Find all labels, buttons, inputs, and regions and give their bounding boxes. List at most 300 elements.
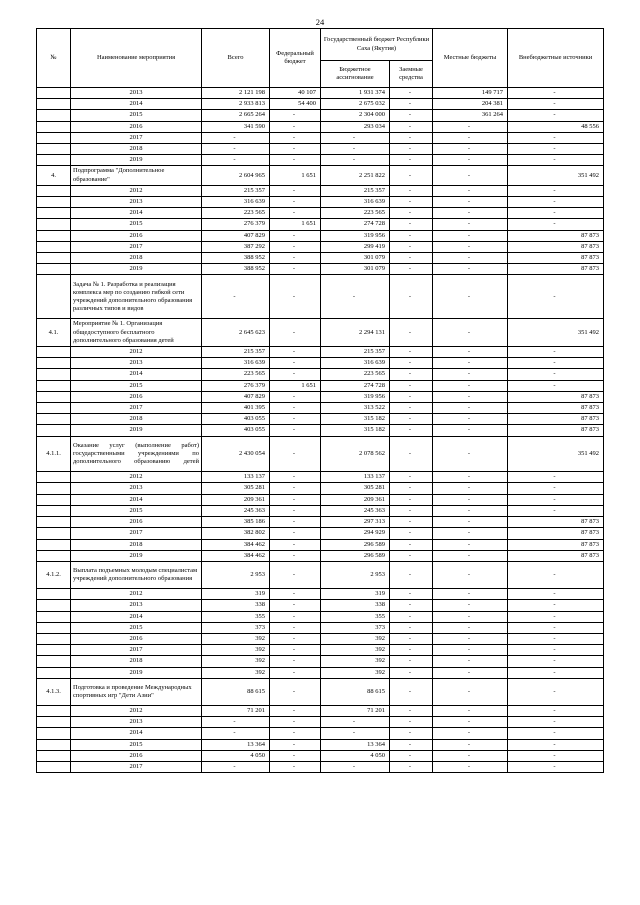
table-row bbox=[37, 505, 604, 516]
cell-extra: - bbox=[508, 219, 604, 230]
cell-local: - bbox=[433, 750, 508, 761]
cell-extra: - bbox=[508, 622, 604, 633]
cell-federal: - bbox=[270, 110, 321, 121]
cell-borrowed: - bbox=[390, 633, 433, 644]
cell-budget-alloc: 338 bbox=[321, 600, 390, 611]
row-name: Мероприятие № 1. Организация общедоступного бесплатного дополнительного образования детей bbox=[71, 319, 202, 347]
cell-borrowed: - bbox=[390, 622, 433, 633]
cell-federal: - bbox=[270, 369, 321, 380]
table-row bbox=[37, 144, 604, 155]
cell-borrowed: - bbox=[390, 528, 433, 539]
cell-borrowed: - bbox=[390, 403, 433, 414]
row-number bbox=[37, 550, 71, 561]
cell-total: 388 952 bbox=[202, 253, 270, 264]
cell-budget-alloc: 1 931 374 bbox=[321, 88, 390, 99]
cell-federal: - bbox=[270, 761, 321, 772]
cell-extra: - bbox=[508, 99, 604, 110]
cell-total: 316 639 bbox=[202, 197, 270, 208]
cell-borrowed: - bbox=[390, 347, 433, 358]
cell-extra: - bbox=[508, 717, 604, 728]
row-name: Оказание услуг (выполнение работ) государственными учреждениями по дополнительного образованию детей bbox=[71, 436, 202, 472]
cell-local: - bbox=[433, 230, 508, 241]
cell-borrowed: - bbox=[390, 319, 433, 347]
row-number: 4.1.2. bbox=[37, 561, 71, 588]
cell-extra: - bbox=[508, 144, 604, 155]
cell-federal: - bbox=[270, 144, 321, 155]
cell-borrowed: - bbox=[390, 717, 433, 728]
cell-budget-alloc: 301 079 bbox=[321, 264, 390, 275]
row-number bbox=[37, 155, 71, 166]
cell-borrowed: - bbox=[390, 550, 433, 561]
row-year: 2017 bbox=[71, 528, 202, 539]
row-number bbox=[37, 611, 71, 622]
row-number bbox=[37, 517, 71, 528]
row-number bbox=[37, 253, 71, 264]
table-row bbox=[37, 589, 604, 600]
cell-budget-alloc: 71 201 bbox=[321, 705, 390, 716]
cell-total: 215 357 bbox=[202, 347, 270, 358]
cell-local: - bbox=[433, 667, 508, 678]
cell-local: - bbox=[433, 219, 508, 230]
row-year: 2016 bbox=[71, 633, 202, 644]
cell-local: - bbox=[433, 155, 508, 166]
cell-total: 276 379 bbox=[202, 219, 270, 230]
row-year: 2012 bbox=[71, 472, 202, 483]
table-row bbox=[37, 436, 604, 472]
cell-borrowed: - bbox=[390, 144, 433, 155]
cell-borrowed: - bbox=[390, 391, 433, 402]
row-number bbox=[37, 110, 71, 121]
cell-extra: - bbox=[508, 155, 604, 166]
cell-budget-alloc: 392 bbox=[321, 645, 390, 656]
cell-budget-alloc: 294 929 bbox=[321, 528, 390, 539]
cell-extra: - bbox=[508, 369, 604, 380]
row-number bbox=[37, 241, 71, 252]
cell-total: 2 604 965 bbox=[202, 166, 270, 185]
cell-budget-alloc: - bbox=[321, 144, 390, 155]
cell-total: 384 462 bbox=[202, 550, 270, 561]
cell-borrowed: - bbox=[390, 600, 433, 611]
cell-federal: - bbox=[270, 517, 321, 528]
cell-federal: - bbox=[270, 403, 321, 414]
row-year: 2019 bbox=[71, 550, 202, 561]
table-row bbox=[37, 121, 604, 132]
cell-borrowed: - bbox=[390, 185, 433, 196]
cell-budget-alloc: 313 522 bbox=[321, 403, 390, 414]
row-number bbox=[37, 589, 71, 600]
cell-total: - bbox=[202, 761, 270, 772]
cell-borrowed: - bbox=[390, 88, 433, 99]
table-row bbox=[37, 166, 604, 185]
cell-borrowed: - bbox=[390, 472, 433, 483]
cell-federal: - bbox=[270, 589, 321, 600]
cell-extra: - bbox=[508, 600, 604, 611]
cell-budget-alloc: - bbox=[321, 155, 390, 166]
cell-total: 407 829 bbox=[202, 230, 270, 241]
cell-extra: 87 873 bbox=[508, 528, 604, 539]
table-body bbox=[37, 88, 604, 773]
cell-federal: - bbox=[270, 728, 321, 739]
cell-borrowed: - bbox=[390, 275, 433, 319]
row-year: 2014 bbox=[71, 369, 202, 380]
cell-budget-alloc: 133 137 bbox=[321, 472, 390, 483]
cell-federal: - bbox=[270, 121, 321, 132]
cell-total: 2 430 054 bbox=[202, 436, 270, 472]
cell-total: 2 953 bbox=[202, 561, 270, 588]
cell-extra: 351 492 bbox=[508, 166, 604, 185]
cell-borrowed: - bbox=[390, 494, 433, 505]
row-year: 2017 bbox=[71, 132, 202, 143]
table-row bbox=[37, 414, 604, 425]
table-row bbox=[37, 678, 604, 705]
table-row bbox=[37, 517, 604, 528]
table-row bbox=[37, 739, 604, 750]
cell-extra: - bbox=[508, 611, 604, 622]
cell-budget-alloc: - bbox=[321, 132, 390, 143]
cell-local: - bbox=[433, 208, 508, 219]
row-number bbox=[37, 132, 71, 143]
cell-local: - bbox=[433, 319, 508, 347]
cell-budget-alloc: 2 953 bbox=[321, 561, 390, 588]
cell-budget-alloc: 373 bbox=[321, 622, 390, 633]
row-number: 4.1.3. bbox=[37, 678, 71, 705]
cell-budget-alloc: 2 675 032 bbox=[321, 99, 390, 110]
row-year: 2016 bbox=[71, 230, 202, 241]
table-row bbox=[37, 275, 604, 319]
row-year: 2014 bbox=[71, 494, 202, 505]
cell-local: - bbox=[433, 561, 508, 588]
cell-borrowed: - bbox=[390, 645, 433, 656]
cell-federal: - bbox=[270, 705, 321, 716]
row-number bbox=[37, 414, 71, 425]
cell-borrowed: - bbox=[390, 121, 433, 132]
row-number bbox=[37, 275, 71, 319]
header-name: Наименование мероприятия bbox=[71, 29, 202, 88]
cell-total: 2 645 623 bbox=[202, 319, 270, 347]
cell-federal: - bbox=[270, 622, 321, 633]
cell-local: - bbox=[433, 600, 508, 611]
cell-federal: - bbox=[270, 319, 321, 347]
cell-extra: - bbox=[508, 739, 604, 750]
cell-federal: - bbox=[270, 739, 321, 750]
cell-budget-alloc: - bbox=[321, 275, 390, 319]
cell-total: 223 565 bbox=[202, 369, 270, 380]
row-number bbox=[37, 656, 71, 667]
cell-budget-alloc: 315 182 bbox=[321, 414, 390, 425]
cell-federal: - bbox=[270, 391, 321, 402]
cell-total: 13 364 bbox=[202, 739, 270, 750]
cell-borrowed: - bbox=[390, 414, 433, 425]
cell-borrowed: - bbox=[390, 253, 433, 264]
row-number bbox=[37, 494, 71, 505]
row-year: 2015 bbox=[71, 739, 202, 750]
cell-total: 71 201 bbox=[202, 705, 270, 716]
row-year: 2018 bbox=[71, 253, 202, 264]
cell-budget-alloc: 223 565 bbox=[321, 208, 390, 219]
row-number bbox=[37, 121, 71, 132]
cell-budget-alloc: - bbox=[321, 761, 390, 772]
cell-federal: - bbox=[270, 275, 321, 319]
cell-local: - bbox=[433, 241, 508, 252]
cell-local: - bbox=[433, 472, 508, 483]
cell-total: 403 055 bbox=[202, 425, 270, 436]
cell-federal: - bbox=[270, 494, 321, 505]
budget-table bbox=[36, 28, 604, 773]
cell-extra: 48 556 bbox=[508, 121, 604, 132]
cell-total: 88 615 bbox=[202, 678, 270, 705]
cell-federal: - bbox=[270, 185, 321, 196]
cell-local: 361 264 bbox=[433, 110, 508, 121]
table-row bbox=[37, 369, 604, 380]
cell-total: - bbox=[202, 275, 270, 319]
cell-extra: - bbox=[508, 275, 604, 319]
cell-budget-alloc: 209 361 bbox=[321, 494, 390, 505]
cell-budget-alloc: 2 294 131 bbox=[321, 319, 390, 347]
table-row bbox=[37, 219, 604, 230]
row-number bbox=[37, 347, 71, 358]
row-number bbox=[37, 208, 71, 219]
table-row bbox=[37, 208, 604, 219]
cell-budget-alloc: 274 728 bbox=[321, 380, 390, 391]
row-year: 2014 bbox=[71, 728, 202, 739]
row-number bbox=[37, 622, 71, 633]
row-year: 2015 bbox=[71, 380, 202, 391]
table-row bbox=[37, 110, 604, 121]
row-year: 2013 bbox=[71, 197, 202, 208]
cell-budget-alloc: 355 bbox=[321, 611, 390, 622]
cell-budget-alloc: 2 304 000 bbox=[321, 110, 390, 121]
cell-local: - bbox=[433, 678, 508, 705]
cell-budget-alloc: 316 639 bbox=[321, 358, 390, 369]
row-number bbox=[37, 358, 71, 369]
cell-federal: - bbox=[270, 528, 321, 539]
cell-borrowed: - bbox=[390, 110, 433, 121]
cell-total: 341 590 bbox=[202, 121, 270, 132]
table-row bbox=[37, 656, 604, 667]
cell-local: - bbox=[433, 121, 508, 132]
cell-federal: - bbox=[270, 633, 321, 644]
cell-local: - bbox=[433, 483, 508, 494]
cell-extra: - bbox=[508, 561, 604, 588]
cell-budget-alloc: 299 419 bbox=[321, 241, 390, 252]
row-number bbox=[37, 380, 71, 391]
cell-local: - bbox=[433, 528, 508, 539]
row-year: 2012 bbox=[71, 185, 202, 196]
cell-extra: - bbox=[508, 645, 604, 656]
cell-extra: 351 492 bbox=[508, 436, 604, 472]
cell-budget-alloc: 293 034 bbox=[321, 121, 390, 132]
cell-borrowed: - bbox=[390, 750, 433, 761]
cell-local: - bbox=[433, 436, 508, 472]
row-name: Задача № 1. Разработка и реализация комплекса мер по созданию гибкой сети учреждений дополнительного образования различных типов и видов bbox=[71, 275, 202, 319]
row-year: 2017 bbox=[71, 645, 202, 656]
row-year: 2013 bbox=[71, 717, 202, 728]
table-row bbox=[37, 600, 604, 611]
cell-budget-alloc: 245 363 bbox=[321, 505, 390, 516]
cell-total: - bbox=[202, 728, 270, 739]
row-year: 2018 bbox=[71, 539, 202, 550]
cell-extra: - bbox=[508, 750, 604, 761]
table-row bbox=[37, 347, 604, 358]
cell-borrowed: - bbox=[390, 705, 433, 716]
table-row bbox=[37, 185, 604, 196]
table-row bbox=[37, 197, 604, 208]
cell-borrowed: - bbox=[390, 241, 433, 252]
row-number bbox=[37, 369, 71, 380]
cell-extra: - bbox=[508, 380, 604, 391]
cell-federal: 40 107 bbox=[270, 88, 321, 99]
table-row bbox=[37, 622, 604, 633]
cell-borrowed: - bbox=[390, 483, 433, 494]
cell-budget-alloc: 315 182 bbox=[321, 425, 390, 436]
cell-budget-alloc: 316 639 bbox=[321, 197, 390, 208]
cell-total: 384 462 bbox=[202, 539, 270, 550]
cell-budget-alloc: 319 bbox=[321, 589, 390, 600]
cell-total: 223 565 bbox=[202, 208, 270, 219]
header-num: № bbox=[37, 29, 71, 88]
row-year: 2019 bbox=[71, 425, 202, 436]
cell-borrowed: - bbox=[390, 155, 433, 166]
cell-extra: - bbox=[508, 132, 604, 143]
cell-extra: - bbox=[508, 347, 604, 358]
cell-federal: - bbox=[270, 611, 321, 622]
cell-federal: - bbox=[270, 678, 321, 705]
cell-federal: - bbox=[270, 347, 321, 358]
row-year: 2016 bbox=[71, 121, 202, 132]
row-number bbox=[37, 144, 71, 155]
table-row bbox=[37, 494, 604, 505]
cell-federal: 1 651 bbox=[270, 380, 321, 391]
table-row bbox=[37, 728, 604, 739]
row-number bbox=[37, 505, 71, 516]
cell-budget-alloc: 296 589 bbox=[321, 539, 390, 550]
cell-local: - bbox=[433, 494, 508, 505]
cell-local: 149 717 bbox=[433, 88, 508, 99]
cell-total: 2 665 264 bbox=[202, 110, 270, 121]
cell-borrowed: - bbox=[390, 99, 433, 110]
cell-budget-alloc: 296 589 bbox=[321, 550, 390, 561]
table-row bbox=[37, 241, 604, 252]
cell-extra: - bbox=[508, 505, 604, 516]
cell-local: - bbox=[433, 391, 508, 402]
cell-federal: - bbox=[270, 132, 321, 143]
cell-local: - bbox=[433, 253, 508, 264]
row-year: 2016 bbox=[71, 750, 202, 761]
cell-local: - bbox=[433, 358, 508, 369]
table-row bbox=[37, 750, 604, 761]
table-row bbox=[37, 717, 604, 728]
cell-local: - bbox=[433, 656, 508, 667]
cell-total: 407 829 bbox=[202, 391, 270, 402]
cell-total: - bbox=[202, 132, 270, 143]
cell-total: 2 121 198 bbox=[202, 88, 270, 99]
cell-budget-alloc: 392 bbox=[321, 667, 390, 678]
row-number bbox=[37, 645, 71, 656]
cell-budget-alloc: 223 565 bbox=[321, 369, 390, 380]
row-name: Выплата подъемных молодым специалистам учреждений дополнительного образования bbox=[71, 561, 202, 588]
table-row bbox=[37, 358, 604, 369]
cell-local: - bbox=[433, 380, 508, 391]
cell-federal: - bbox=[270, 197, 321, 208]
table-row bbox=[37, 88, 604, 99]
cell-local: - bbox=[433, 403, 508, 414]
row-number bbox=[37, 539, 71, 550]
cell-budget-alloc: 215 357 bbox=[321, 185, 390, 196]
cell-local: - bbox=[433, 705, 508, 716]
cell-borrowed: - bbox=[390, 230, 433, 241]
cell-local: - bbox=[433, 197, 508, 208]
table-row bbox=[37, 483, 604, 494]
cell-total: 319 bbox=[202, 589, 270, 600]
cell-extra: 87 873 bbox=[508, 241, 604, 252]
table-row bbox=[37, 561, 604, 588]
cell-federal: - bbox=[270, 656, 321, 667]
row-number bbox=[37, 528, 71, 539]
row-number bbox=[37, 633, 71, 644]
cell-borrowed: - bbox=[390, 166, 433, 185]
cell-extra: - bbox=[508, 761, 604, 772]
cell-borrowed: - bbox=[390, 739, 433, 750]
cell-extra: 351 492 bbox=[508, 319, 604, 347]
cell-total: 133 137 bbox=[202, 472, 270, 483]
cell-extra: 87 873 bbox=[508, 550, 604, 561]
table-row bbox=[37, 403, 604, 414]
cell-extra: - bbox=[508, 589, 604, 600]
row-number bbox=[37, 600, 71, 611]
cell-federal: - bbox=[270, 472, 321, 483]
cell-borrowed: - bbox=[390, 505, 433, 516]
cell-extra: - bbox=[508, 358, 604, 369]
cell-total: 392 bbox=[202, 633, 270, 644]
cell-federal: 54 400 bbox=[270, 99, 321, 110]
row-number bbox=[37, 472, 71, 483]
row-number bbox=[37, 739, 71, 750]
row-year: 2015 bbox=[71, 622, 202, 633]
cell-total: 338 bbox=[202, 600, 270, 611]
row-number bbox=[37, 197, 71, 208]
cell-borrowed: - bbox=[390, 208, 433, 219]
cell-total: - bbox=[202, 717, 270, 728]
row-number bbox=[37, 391, 71, 402]
row-year: 2018 bbox=[71, 144, 202, 155]
cell-local: - bbox=[433, 728, 508, 739]
table-row bbox=[37, 230, 604, 241]
cell-extra: 87 873 bbox=[508, 230, 604, 241]
cell-extra: 87 873 bbox=[508, 253, 604, 264]
cell-extra: - bbox=[508, 472, 604, 483]
cell-extra: - bbox=[508, 656, 604, 667]
cell-borrowed: - bbox=[390, 197, 433, 208]
cell-borrowed: - bbox=[390, 358, 433, 369]
cell-borrowed: - bbox=[390, 219, 433, 230]
cell-extra: - bbox=[508, 483, 604, 494]
cell-borrowed: - bbox=[390, 667, 433, 678]
table-row bbox=[37, 667, 604, 678]
row-year: 2013 bbox=[71, 483, 202, 494]
row-number bbox=[37, 750, 71, 761]
cell-local: - bbox=[433, 132, 508, 143]
row-number bbox=[37, 667, 71, 678]
table-row bbox=[37, 705, 604, 716]
cell-federal: - bbox=[270, 241, 321, 252]
table-header bbox=[37, 29, 604, 88]
row-number bbox=[37, 264, 71, 275]
row-number bbox=[37, 483, 71, 494]
cell-extra: 87 873 bbox=[508, 414, 604, 425]
cell-budget-alloc: - bbox=[321, 728, 390, 739]
header-local: Местные бюджеты bbox=[433, 29, 508, 88]
row-year: 2014 bbox=[71, 208, 202, 219]
